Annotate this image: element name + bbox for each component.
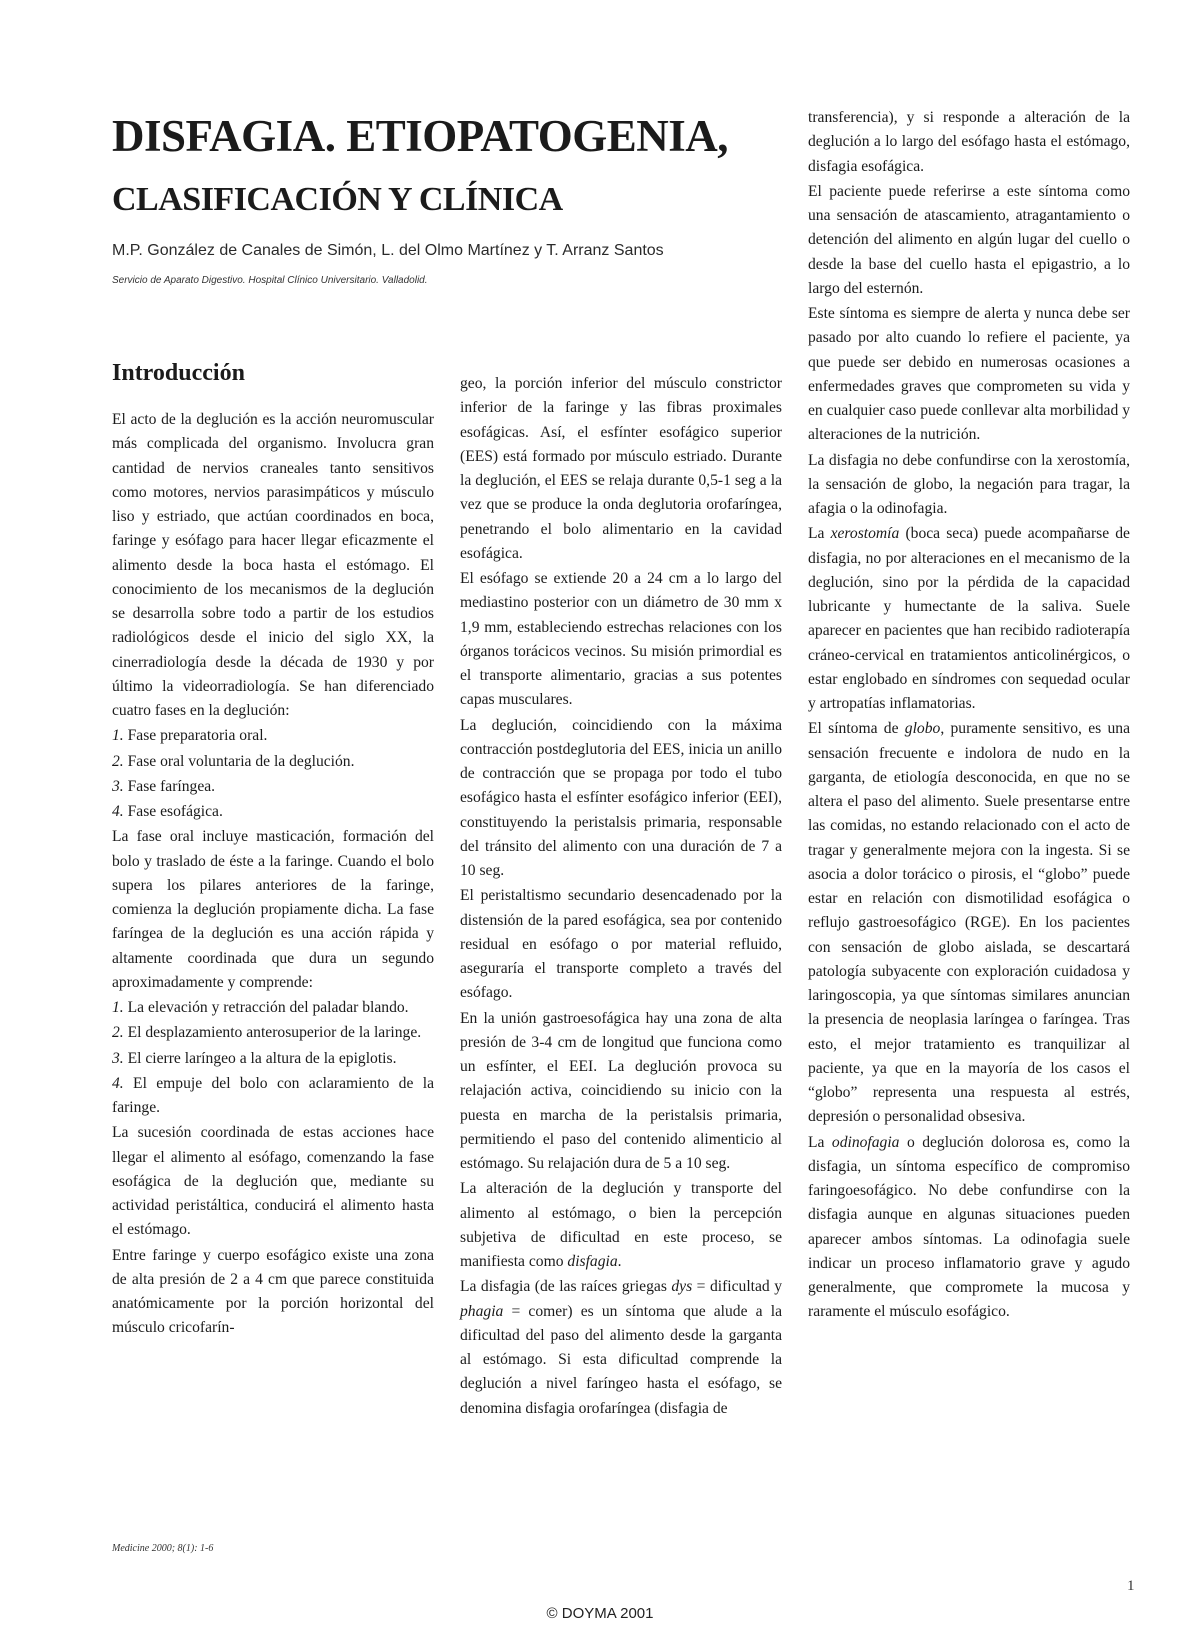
column-1 (112, 408, 434, 1342)
page-number: 1 (1127, 1578, 1135, 1594)
paragraph: La xerostomía (boca seca) puede acompañarse de disfagia, no por alteraciones en el mecanismo de la deglución, sino por la pérdida de la capacidad lubricante y humectante de la saliva. Suele aparecer en pacientes que han recibido radioterapía cráneo-cervical en tratamientos anticolinérgicos, o estar englobado en síndromes con sequedad ocular y artropatías inflamatorias. (808, 525, 1130, 712)
paragraph: La sucesión coordinada de estas acciones hace llegar el alimento al esófago, comenzando la fase esofágica de la deglución que, mediante su actividad peristáltica, conducirá el alimento hasta el estómago. (112, 1124, 434, 1239)
paragraph: El paciente puede referirse a este síntoma como una sensación de atascamiento, atragantamiento o detención del alimento en algún lugar del cuello o desde la base del cuello hasta el epigastrio, a lo largo del esternón. (808, 182, 1130, 297)
paragraph: El peristaltismo secundario desencadenado por la distensión de la pared esofágica, sea por contenido residual en esófago o por material refluido, aseguraría el transporte completo a través del esófago. (460, 887, 782, 1002)
title-line-1: DISFAGIA. ETIOPATOGENIA, (112, 111, 729, 161)
paragraph: Este síntoma es siempre de alerta y nunca debe ser pasado por alto cuando lo refiere el paciente, ya que puede ser debido en numerosas ocasiones a enfermedades graves que comprometen su vida y en cualquier caso puede conllevar alta morbilidad y alteraciones de la nutrición. (808, 305, 1130, 444)
paragraph: La disfagia (de las raíces griegas dys = dificultad y phagia = comer) es un síntoma que alude a la dificultad del paso del alimento desde la garganta al estómago. Si esta dificultad comprende la deglución a nivel faríngeo hasta el esófago, se denomina disfagia orofaríngea (disfagia de (460, 1278, 782, 1417)
list-item: 4. El empuje del bolo con aclaramiento de la faringe. (112, 1074, 434, 1116)
paragraph: geo, la porción inferior del músculo constrictor inferior de la faringe y las fibras proximales esofágicas. Así, el esfínter esofágico superior (EES) está formado por músculo estriado. Durante la deglución, el EES se relaja durante 0,5-1 seg a la vez que se produce la onda deglutoria orofaríngea, penetrando el bolo alimentario en la cavidad esofágica. (460, 375, 782, 562)
title-line-2: CLASIFICACIÓN Y CLÍNICA (112, 181, 563, 218)
list-item: 3. El cierre laríngeo a la altura de la epiglotis. (112, 1049, 397, 1067)
paragraph: La disfagia no debe confundirse con la xerostomía, la sensación de globo, la negación para tragar, la afagia o la odinofagia. (808, 451, 1130, 517)
list-item: 3. Fase faríngea. (112, 777, 216, 795)
paragraph: La alteración de la deglución y transporte del alimento al estómago, o bien la percepción subjetiva de dificultad en este proceso, se manifiesta como disfagia. (460, 1180, 782, 1270)
article-title (112, 104, 772, 232)
authors: M.P. González de Canales de Simón, L. del Olmo Martínez y T. Arranz Santos (112, 242, 664, 259)
paragraph: El síntoma de globo, puramente sensitivo, es una sensación frecuente e indolora de nudo en la garganta, de etiología desconocida, en que no se altera el paso del alimento. Suele presentarse entre las comidas, no estando relacionado con el acto de tragar y generalmente mejora con la ingesta. Si se asocia a dolor torácico o pirosis, el “globo” puede estar en relación con dismotilidad esofágica o reflujo gastroesofágico (RGE). En los pacientes con sensación de globo aislada, se descartará patología subyacente con exploración cuidadosa y laringoscopia, ya que síntomas similares anuncian la presencia de neoplasia laríngea o faríngea. Tras esto, el mejor tratamiento es tranquilizar al paciente, ya que en la mayoría de los casos el “globo” representa una respuesta al estrés, depresión o personalidad obsesiva. (808, 720, 1130, 1126)
list-item: 2. Fase oral voluntaria de la deglución. (112, 752, 355, 770)
list-item: 1. La elevación y retracción del paladar blando. (112, 999, 409, 1016)
column-2 (460, 372, 782, 1422)
paragraph: El acto de la deglución es la acción neuromuscular más complicada del organismo. Involucra gran cantidad de nervios craneales tanto sensitivos como motores, nervios parasimpáticos y músculo liso y estriado, que actúan coordinados en boca, faringe y esófago para hacer llegar eficazmente el alimento desde la boca hasta el estómago. El conocimiento de los mecanismos de la deglución se desarrolla sobre todo a partir de los estudios radiológicos desde el inicio del siglo XX, la cinerradiología desde la década de 1930 y por último la videorradiología. Se han diferenciado cuatro fases en la deglución: (112, 411, 434, 719)
copyright: © DOYMA 2001 (546, 1605, 654, 1622)
paragraph: La deglución, coincidiendo con la máxima contracción postdeglutoria del EES, inicia un anillo de contracción que se propaga por todo el tubo esofágico hasta el esfínter esofágico inferior (EEI), constituyendo la peristalsis primaria, responsable del tránsito del alimento con una duración de 7 a 10 seg. (460, 716, 782, 879)
list-item: 2. El desplazamiento anterosuperior de la laringe. (112, 1024, 422, 1042)
paragraph: La odinofagia o deglución dolorosa es, como la disfagia, un síntoma específico de compromiso faringoesofágico. No debe confundirse con la disfagia aunque en algunas situaciones pueden aparecer ambos síntomas. La odinofagia suele indicar un proceso inflamatorio grave y agudo generalmente, que compromete la mucosa y raramente el músculo esofágico. (808, 1133, 1130, 1321)
paragraph: transferencia), y si responde a alteración de la deglución a lo largo del esófago hasta el estómago, disfagia esofágica. (808, 109, 1130, 175)
paragraph: El esófago se extiende 20 a 24 cm a lo largo del mediastino posterior con un diámetro de 30 mm x 1,9 mm, estableciendo estrechas relaciones con los órganos torácicos vecinos. Su misión primordial es el transporte alimentario, gracias a sus potentes capas musculares. (460, 570, 782, 709)
paragraph: En la unión gastroesofágica hay una zona de alta presión de 3-4 cm de longitud que funciona como un esfínter, el EEI. La deglución provoca su relajación activa, coincidiendo su inicio con la puesta en marcha de la peristalsis primaria, permitiendo el paso del contenido alimenticio al estómago. Su relajación dura de 5 a 10 seg. (460, 1009, 782, 1172)
paragraph: Entre faringe y cuerpo esofágico existe una zona de alta presión de 2 a 4 cm que parece constituida anatómicamente por la porción horizontal del músculo cricofarín- (112, 1246, 434, 1337)
list-item: 1. Fase preparatoria oral. (112, 727, 268, 745)
affiliation: Servicio de Aparato Digestivo. Hospital Clínico Universitario. Valladolid. (112, 275, 428, 286)
section-heading: Introducción (112, 360, 245, 386)
journal-reference: Medicine 2000; 8(1): 1-6 (112, 1543, 214, 1554)
list-item: 4. Fase esofágica. (112, 803, 223, 820)
paragraph: La fase oral incluye masticación, formación del bolo y traslado de éste a la faringe. Cuando el bolo supera los pilares anteriores de la faringe, comienza la deglución propiamente dicha. La fase faríngea de la deglución es una acción rápida y altamente coordinada que dura un segundo aproximadamente y comprende: (112, 828, 434, 991)
column-3 (808, 106, 1130, 1326)
